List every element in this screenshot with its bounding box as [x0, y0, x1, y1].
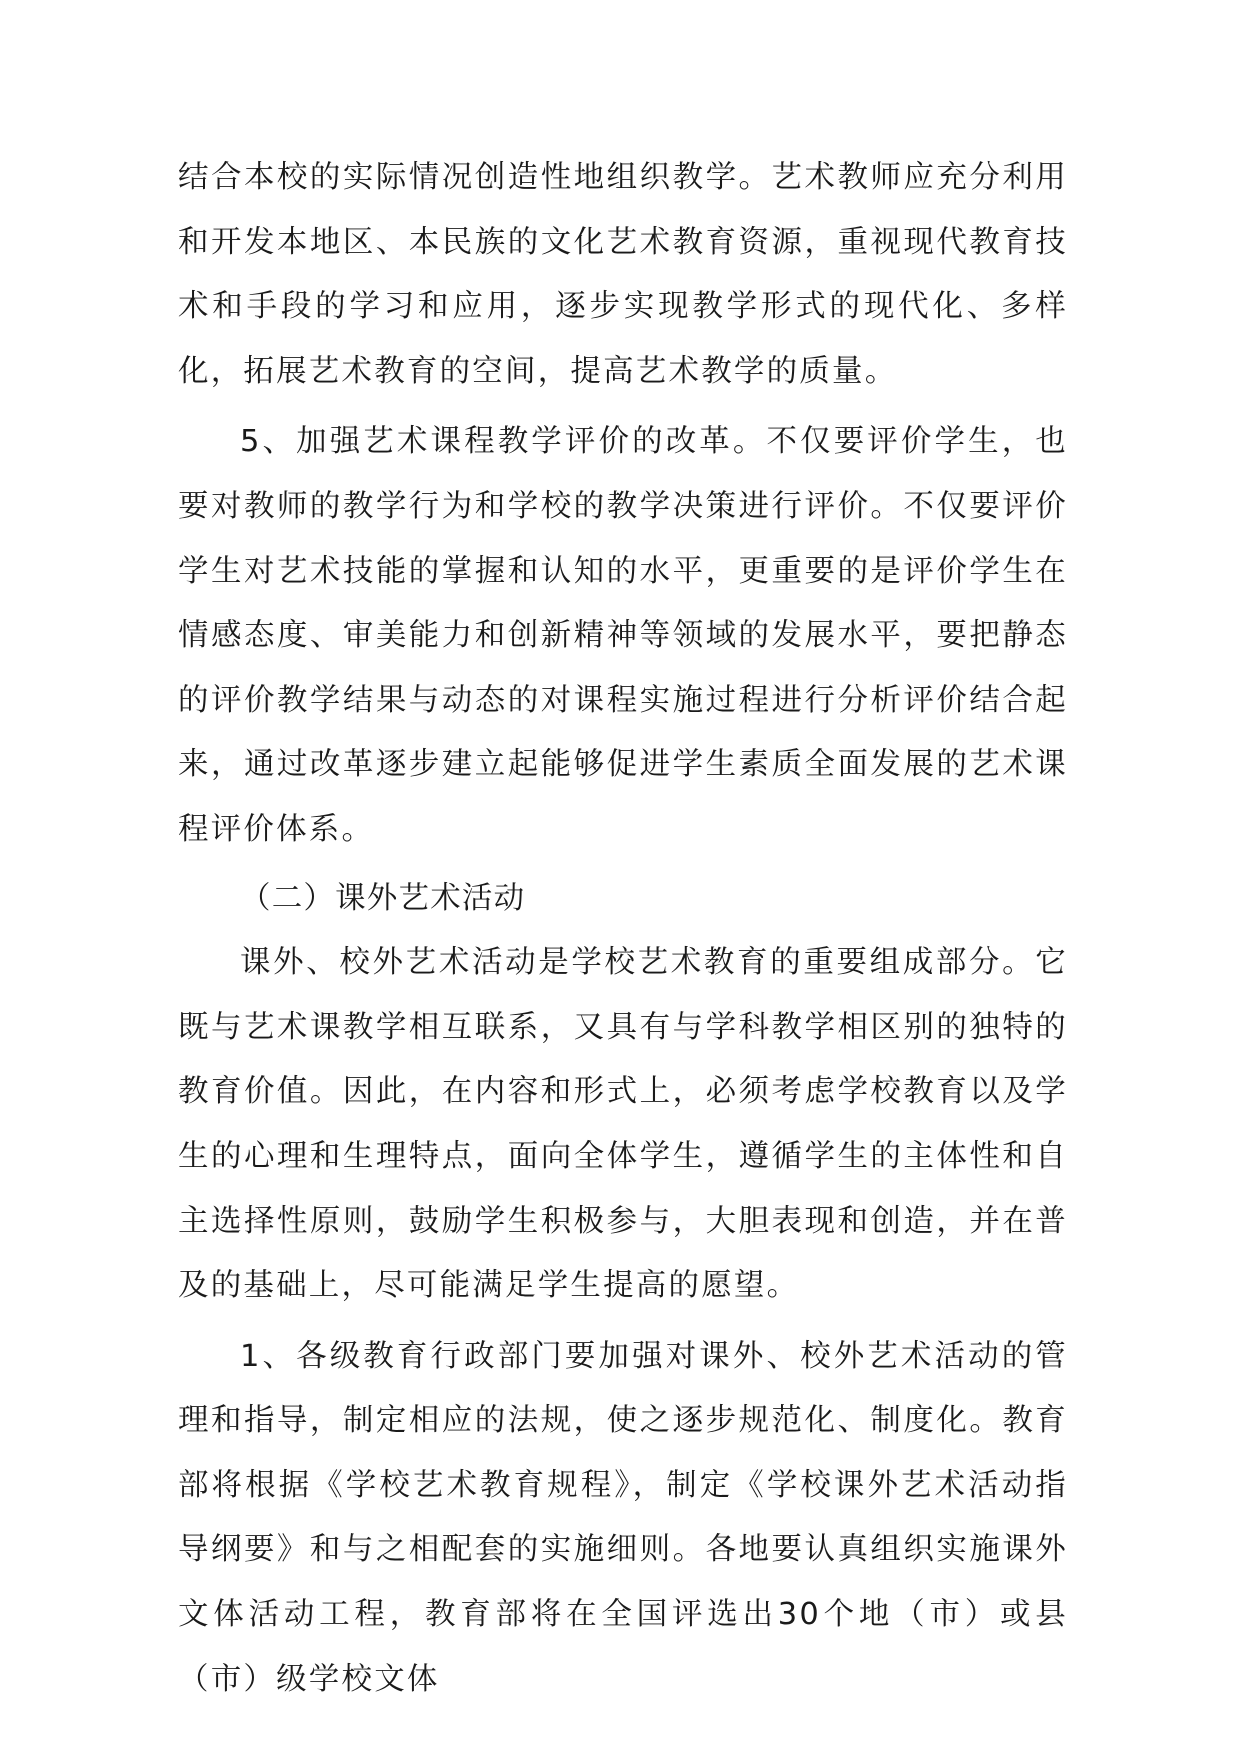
- paragraph-assessment-reform: 5、加强艺术课程教学评价的改革。不仅要评价学生，也要对教师的教学行为和学校的教学决策进行评价。不仅要评价学生对艺术技能的掌握和认知的水平，更重要的是评价学生在情感态度、审美能力和创新精神等领域的发展水平，要把静态的评价教学结果与动态的对课程实施过程进行分析评价结合起来，通过改革逐步建立起能够促进学生素质全面发展的艺术课程评价体系。: [178, 424, 1068, 847]
- section-heading-extracurricular: （二）课外艺术活动: [240, 880, 526, 916]
- paragraph-administration: 1、各级教育行政部门要加强对课外、校外艺术活动的管理和指导，制定相应的法规，使之逐步规范化、制度化。教育部将根据《学校艺术教育规程》，制定《学校课外艺术活动指导纲要》和与之相配套的实施细则。各地要认真组织实施课外文体活动工程，教育部将在全国评选出30个地（市）或县（市）级学校文体: [178, 1338, 1068, 1697]
- body-text: [178, 146, 1068, 1712]
- paragraph-continuation: 结合本校的实际情况创造性地组织教学。艺术教师应充分利用和开发本地区、本民族的文化艺术教育资源，重视现代教育技术和手段的学习和应用，逐步实现教学形式的现代化、多样化，拓展艺术教育的空间，提高艺术教学的质量。: [178, 160, 1068, 389]
- paragraph-extracurricular-intro: 课外、校外艺术活动是学校艺术教育的重要组成部分。它既与艺术课教学相互联系，又具有与学科教学相区别的独特的教育价值。因此，在内容和形式上，必须考虑学校教育以及学生的心理和生理特点，面向全体学生，遵循学生的主体性和自主选择性原则，鼓励学生积极参与，大胆表现和创造，并在普及的基础上，尽可能满足学生提高的愿望。: [178, 945, 1068, 1304]
